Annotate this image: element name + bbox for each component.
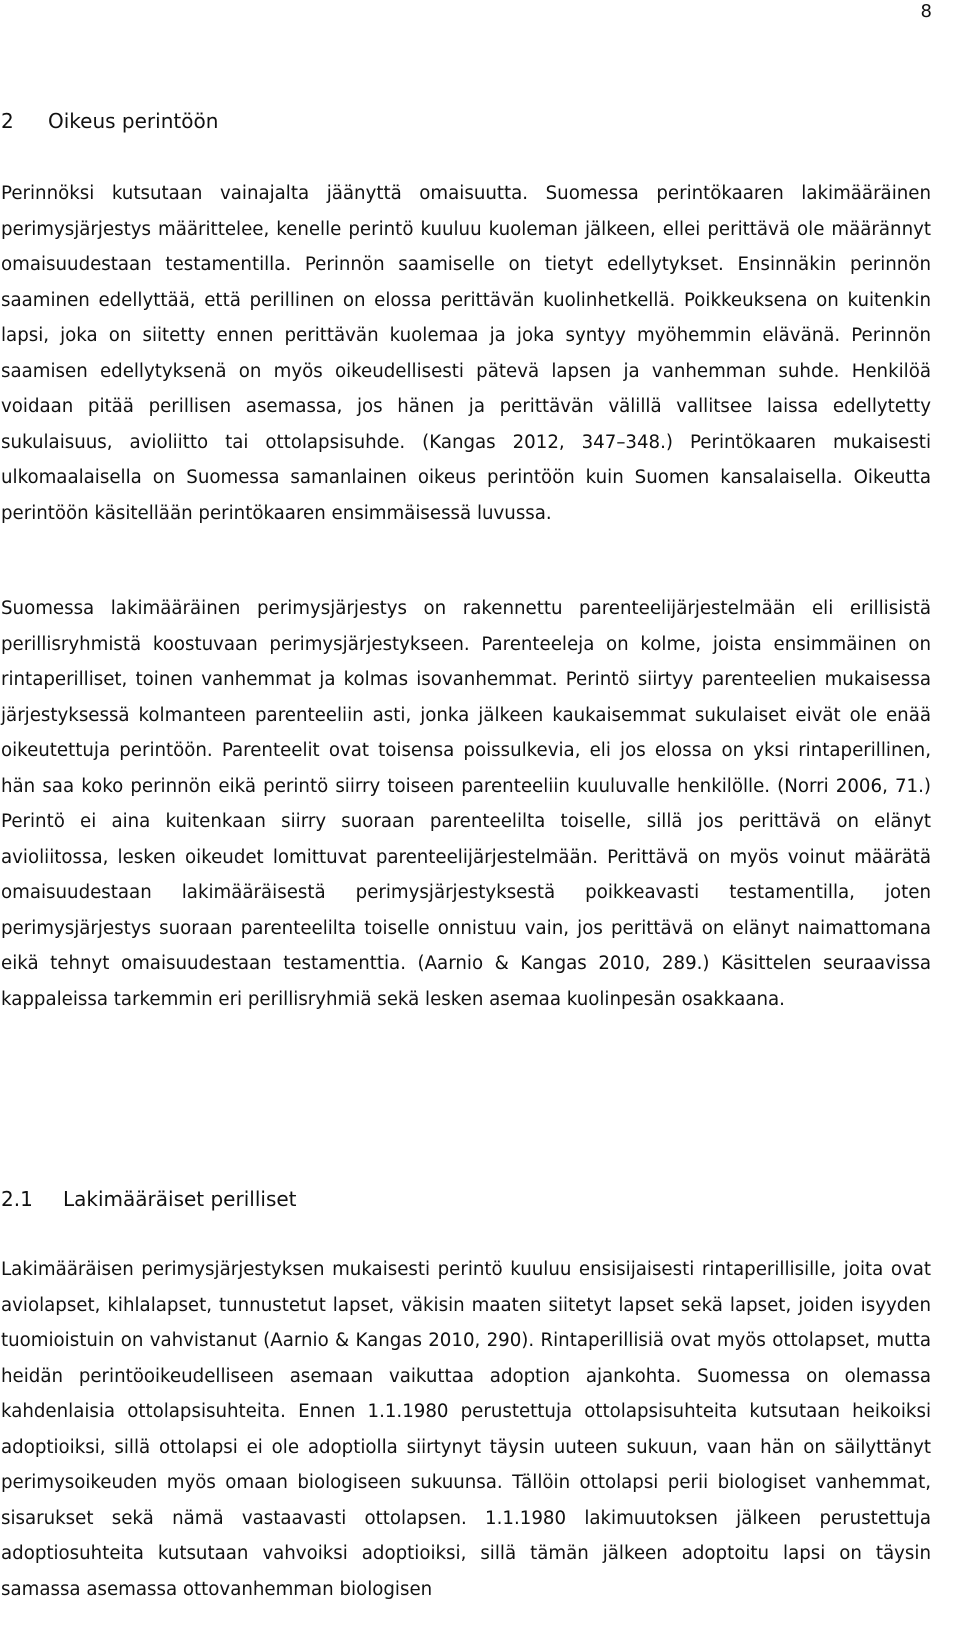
section-number: 2 [1,109,14,133]
paragraph-inheritance-right: Perinnöksi kutsutaan vainajalta jäänyttä omaisuutta. Suomessa perintökaaren lakimääräinen perimysjärjestys määrittelee, kenelle perintö kuuluu kuoleman jälkeen, ellei perittävä ole määrännyt omaisuudestaan testamentilla. Perinnön saamiselle on tietyt edellytykset. Ensinnäkin perinnön saaminen edellyttää, että perillinen on elossa perittävän kuolinhetkellä. Poikkeuksena on kuitenkin lapsi, joka on siitetty ennen perittävän kuolemaa ja joka syntyy myöhemmin elävänä. Perinnön saamisen edellytyksenä on myös oikeudellisesti pätevä lapsen ja vanhemman suhde. Henkilöä voidaan pitää perillisen asemassa, jos hänen ja perittävän välillä vallitsee laissa edellytetty sukulaisuus, avioliitto tai ottolapsisuhde. (Kangas 2012, 347–348.) Perintökaaren mukaisesti ulkomaalaisella on Suomessa samanlainen oikeus perintöön kuin Suomen kansalaisella. Oikeutta perintöön käsitellään perintökaaren ensimmäisessä luvussa. [1,183,931,524]
page-number: 8 [920,1,932,22]
subsection-number: 2.1 [1,1187,33,1211]
subsection-heading [1,1187,297,1211]
section-heading [1,109,218,133]
section-title: Oikeus perintöön [48,109,219,133]
paragraph-statutory-heirs: Lakimääräisen perimysjärjestyksen mukaisesti perintö kuuluu ensisijaisesti rintaperillisille, joita ovat aviolapset, kihlalapset, tunnustetut lapset, väkisin maaten siitetyt lapset sekä lapset, joiden isyyden tuomioistuin on vahvistanut (Aarnio & Kangas 2010, 290). Rintaperillisiä ovat myös ottolapset, mutta heidän perintöoikeudelliseen asemaan vaikuttaa adoption ajankohta. Suomessa on olemassa kahdenlaisia ottolapsisuhteita. Ennen 1.1.1980 perustettuja ottolapsisuhteita kutsutaan heikoiksi adoptioiksi, sillä ottolapsi ei ole adoptiolla siirtynyt täysin uuteen sukuun, vaan hän on säilyttänyt perimysoikeuden myös omaan biologiseen sukuunsa. Tällöin ottolapsi perii biologiset vanhemmat, sisarukset sekä nämä vastaavasti ottolapsen. 1.1.1980 lakimuutoksen jälkeen perustettuja adoptiosuhteita kutsutaan vahvoiksi adoptioiksi, sillä tämän jälkeen adoptoitu lapsi on täysin samassa asemassa ottovanhemman biologisen [1,1259,931,1600]
paragraph-parentela-system: Suomessa lakimääräinen perimysjärjestys on rakennettu parenteelijärjestelmään eli erillisistä perillisryhmistä koostuvaan perimysjärjestykseen. Parenteeleja on kolme, joista ensimmäinen on rintaperilliset, toinen vanhemmat ja kolmas isovanhemmat. Perintö siirtyy parenteelien mukaisessa järjestyksessä kolmanteen parenteeliin asti, jonka jälkeen kaukaisemmat sukulaiset eivät ole enää oikeutettuja perintöön. Parenteelit ovat toisensa poissulkevia, eli jos elossa on yksi rintaperillinen, hän saa koko perinnön eikä perintö siirry toiseen parenteeliin kuuluvalle henkilölle. (Norri 2006, 71.) Perintö ei aina kuitenkaan siirry suoraan parenteelilta toiselle, sillä jos perittävä on elänyt avioliitossa, lesken oikeudet lomittuvat parenteelijärjestelmään. Perittävä on myös voinut määrätä omaisuudestaan lakimääräisestä perimysjärjestyksestä poikkeavasti testamentilla, joten perimysjärjestys suoraan parenteelilta toiselle onnistuu vain, jos perittävä on elänyt naimattomana eikä tehnyt omaisuudestaan testamenttia. (Aarnio & Kangas 2010, 289.) Käsittelen seuraavissa kappaleissa tarkemmin eri perillisryhmiä sekä lesken asemaa kuolinpesän osakkaana. [1,598,931,1010]
subsection-title: Lakimääräiset perilliset [63,1187,297,1211]
